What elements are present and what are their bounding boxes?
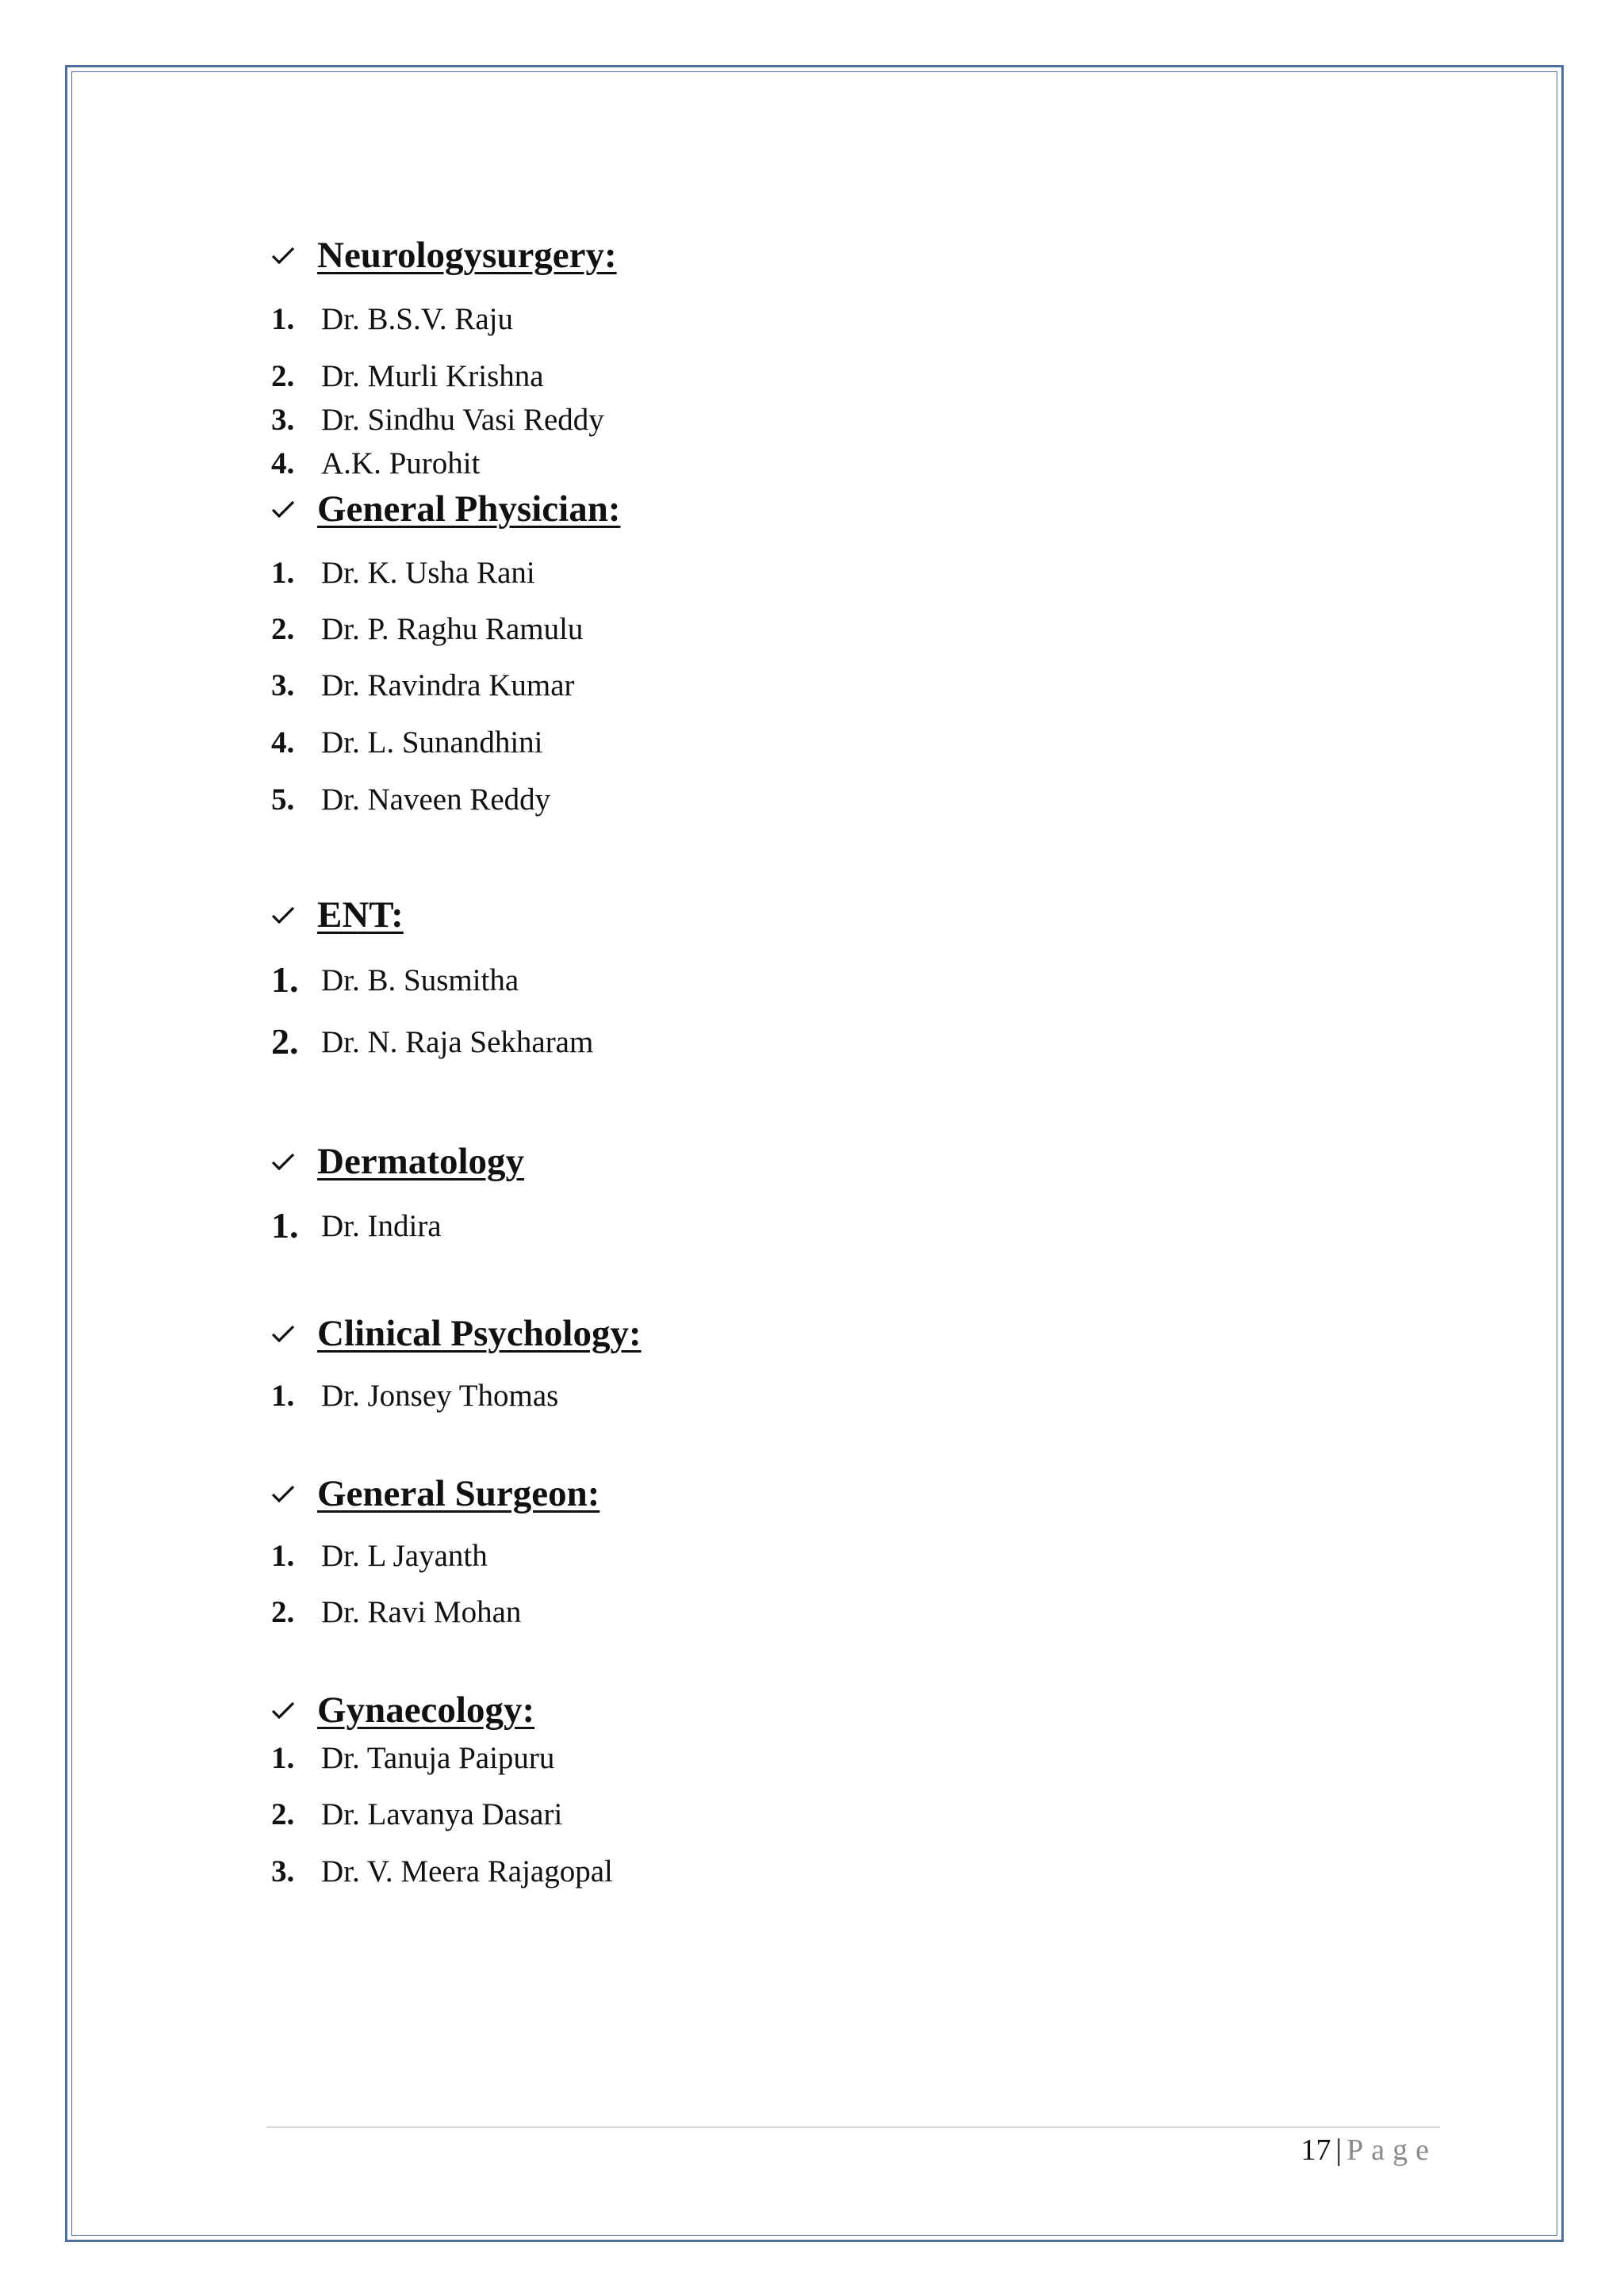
doctor-name: Dr. Naveen Reddy <box>321 782 551 817</box>
doctor-name: Dr. B. Susmitha <box>321 962 519 997</box>
list-item <box>271 1536 488 1575</box>
list-number: 2. <box>271 611 295 646</box>
doctor-name: Dr. B.S.V. Raju <box>321 301 513 336</box>
doctor-name: Dr. N. Raja Sekharam <box>321 1024 594 1059</box>
section-heading-neurologysurgery <box>271 232 617 279</box>
section-title: Gynaecology: <box>317 1689 535 1731</box>
list-number: 2. <box>271 1594 295 1629</box>
section-title: Dermatology <box>317 1140 525 1182</box>
list-number: 1. <box>271 1538 295 1573</box>
list-number: 4. <box>271 446 295 480</box>
list-number: 4. <box>271 725 295 760</box>
doctor-name: A.K. Purohit <box>321 446 481 480</box>
list-item <box>271 553 535 591</box>
page-footer <box>1301 2133 1437 2168</box>
doctor-name: Dr. L. Sunandhini <box>321 725 543 760</box>
section-heading-clinical-psychology <box>271 1310 642 1357</box>
checkmark-icon <box>271 1153 295 1170</box>
doctor-name: Dr. L Jayanth <box>321 1538 488 1573</box>
checkmark-icon <box>271 1701 295 1719</box>
checkmark-icon <box>271 906 295 924</box>
list-item <box>271 610 583 648</box>
doctor-name: Dr. Murli Krishna <box>321 358 544 393</box>
list-number: 3. <box>271 1854 295 1888</box>
list-item <box>271 961 519 999</box>
checkmark-icon <box>271 1485 295 1502</box>
section-heading-general-physician <box>271 485 621 533</box>
section-heading-general-surgeon <box>271 1470 599 1517</box>
doctor-name: Dr. K. Usha Rani <box>321 555 535 590</box>
section-heading-ent <box>271 891 404 939</box>
list-item <box>271 780 550 818</box>
list-number: 2. <box>271 1021 299 1062</box>
list-item <box>271 1739 554 1777</box>
doctor-name: Dr. Tanuja Paipuru <box>321 1740 555 1775</box>
section-title: ENT: <box>317 894 404 936</box>
section-title: General Surgeon: <box>317 1472 600 1514</box>
section-heading-gynaecology <box>271 1686 534 1734</box>
checkmark-icon <box>271 247 295 264</box>
page-number: 17 <box>1300 2133 1331 2167</box>
checkmark-icon <box>271 500 295 518</box>
list-item <box>271 666 575 704</box>
doctor-name: Dr. V. Meera Rajagopal <box>321 1854 613 1888</box>
list-item <box>271 723 543 761</box>
list-number: 1. <box>271 301 295 336</box>
section-title: General Physician: <box>317 488 621 530</box>
list-number: 1. <box>271 959 299 1000</box>
list-number: 5. <box>271 782 295 817</box>
list-item <box>271 400 604 438</box>
list-number: 1. <box>271 555 295 590</box>
list-number: 1. <box>271 1740 295 1775</box>
list-item <box>271 1376 558 1414</box>
list-number: 3. <box>271 402 295 437</box>
doctor-name: Dr. Jonsey Thomas <box>321 1378 559 1413</box>
checkmark-icon <box>271 1325 295 1342</box>
section-title: Clinical Psychology: <box>317 1312 642 1354</box>
list-item <box>271 1023 593 1061</box>
list-number: 3. <box>271 668 295 702</box>
list-item <box>271 444 480 482</box>
doctor-name: Dr. Sindhu Vasi Reddy <box>321 402 604 437</box>
list-item <box>271 1795 562 1833</box>
footer-divider <box>266 2126 1440 2128</box>
list-number: 1. <box>271 1378 295 1413</box>
section-title: Neurologysurgery: <box>317 234 617 276</box>
doctor-name: Dr. Lavanya Dasari <box>321 1797 563 1831</box>
doctor-name: Dr. Indira <box>321 1208 442 1243</box>
list-number: 1. <box>271 1205 299 1246</box>
list-item <box>271 1593 521 1631</box>
page-label: Page <box>1346 2133 1437 2167</box>
list-item <box>271 357 544 395</box>
doctor-name: Dr. Ravi Mohan <box>321 1594 522 1629</box>
section-heading-dermatology <box>271 1138 524 1185</box>
doctor-name: Dr. P. Raghu Ramulu <box>321 611 584 646</box>
list-item <box>271 300 513 338</box>
list-number: 2. <box>271 1797 295 1831</box>
list-item <box>271 1207 442 1245</box>
footer-separator: | <box>1335 2133 1342 2167</box>
doctor-name: Dr. Ravindra Kumar <box>321 668 575 702</box>
list-number: 2. <box>271 358 295 393</box>
list-item <box>271 1852 613 1890</box>
